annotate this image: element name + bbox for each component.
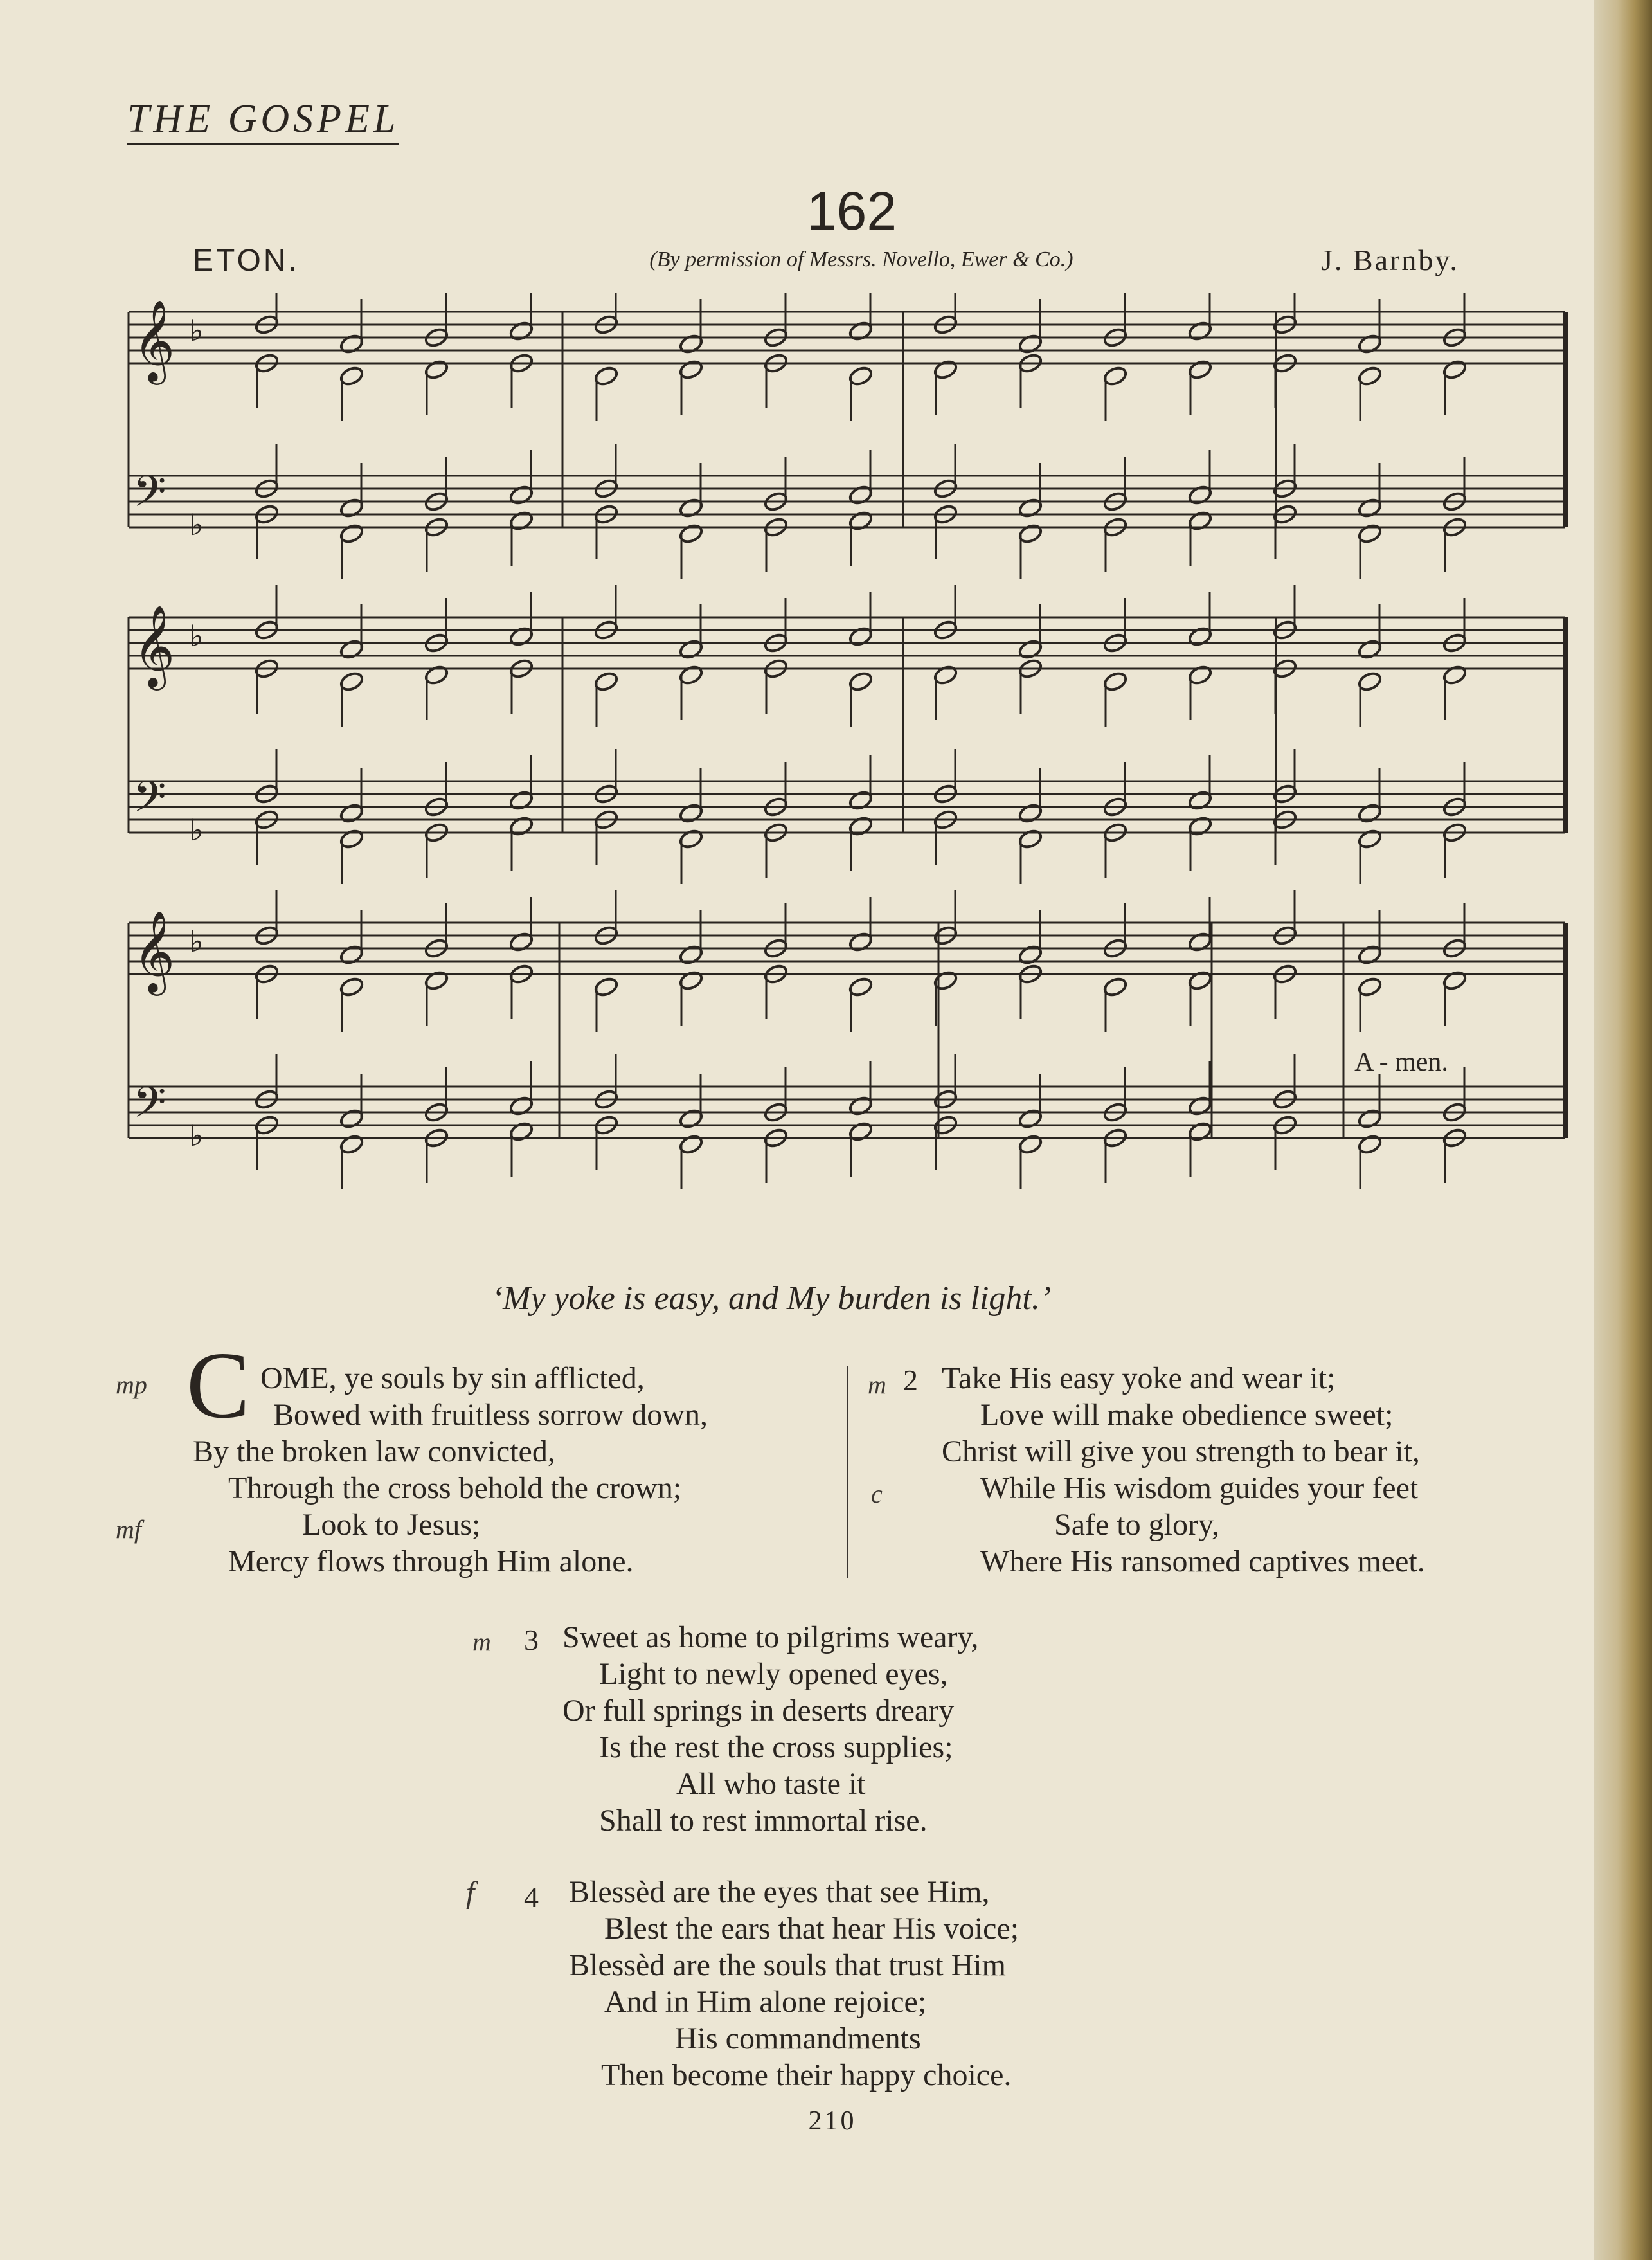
column-divider — [847, 1366, 848, 1578]
verse-number: 2 — [903, 1364, 918, 1397]
drop-cap: C — [186, 1333, 250, 1438]
verse-line: Through the cross behold the crown; — [228, 1471, 682, 1505]
treble-clef-icon: 𝄞 — [133, 299, 175, 381]
verse-line: Is the rest the cross supplies; — [599, 1730, 953, 1764]
dynamic-mark: mf — [116, 1515, 141, 1544]
verse-line: Safe to glory, — [1054, 1508, 1219, 1542]
verse-line: OME, ye souls by sin afflicted, — [260, 1361, 645, 1395]
verse-line: Blessèd are the eyes that see Him, — [569, 1875, 990, 1909]
flat-icon: ♭ — [190, 619, 204, 653]
permission-note: (By permission of Messrs. Novello, Ewer & Co.) — [649, 248, 1073, 271]
hymn-number: 162 — [806, 181, 897, 241]
flat-icon: ♭ — [190, 924, 204, 959]
page-number: 210 — [808, 2106, 857, 2136]
verse-line: Then become their happy choice. — [601, 2058, 1012, 2092]
dynamic-mark: c — [871, 1479, 883, 1508]
verse-line: Christ will give you strength to bear it, — [942, 1434, 1420, 1469]
verse-line: Mercy flows through Him alone. — [228, 1544, 634, 1578]
verse-number: 3 — [524, 1623, 539, 1656]
verse-number: 4 — [524, 1881, 539, 1913]
tune-name: ETON. — [193, 244, 300, 278]
music-score — [125, 293, 1578, 1218]
verse-line: Look to Jesus; — [302, 1508, 481, 1542]
page-edge — [1594, 0, 1652, 2260]
verse-line: All who taste it — [676, 1767, 866, 1801]
dynamic-mark: mp — [116, 1370, 147, 1399]
verse-line: And in Him alone rejoice; — [604, 1985, 927, 2019]
flat-icon: ♭ — [190, 507, 204, 542]
amen-lyric: A - men. — [1354, 1047, 1448, 1077]
bass-clef-icon: 𝄢 — [133, 772, 166, 832]
verse-line: Take His easy yoke and wear it; — [942, 1361, 1336, 1395]
verse-line: By the broken law convicted, — [193, 1434, 555, 1469]
treble-clef-icon: 𝄞 — [133, 604, 175, 687]
verse-line: Where His ransomed captives meet. — [980, 1544, 1425, 1578]
flat-icon: ♭ — [190, 813, 204, 847]
verse-line: Love will make obedience sweet; — [980, 1398, 1394, 1432]
verse-line: Or full springs in deserts dreary — [562, 1694, 955, 1728]
running-head: THE GOSPEL — [127, 96, 399, 145]
flat-icon: ♭ — [190, 313, 204, 348]
verse-line: His commandments — [675, 2021, 921, 2056]
verse-line: Bowed with fruitless sorrow down, — [273, 1398, 708, 1432]
bass-clef-icon: 𝄢 — [133, 1078, 166, 1137]
verse-line: Shall to rest immortal rise. — [599, 1803, 928, 1838]
dynamic-mark: m — [868, 1370, 886, 1399]
verse-line: While His wisdom guides your feet — [980, 1471, 1419, 1505]
dynamic-mark: f — [466, 1876, 475, 1910]
bass-clef-icon: 𝄢 — [133, 467, 166, 527]
verse-line: Sweet as home to pilgrims weary, — [562, 1620, 979, 1654]
verse-line: Blest the ears that hear His voice; — [604, 1912, 1019, 1946]
epigraph: ‘My yoke is easy, and My burden is light.’ — [491, 1280, 1052, 1317]
dynamic-mark: m — [472, 1627, 491, 1656]
verse-line: Blessèd are the souls that trust Him — [569, 1948, 1006, 1982]
composer: J. Barnby. — [1321, 244, 1459, 276]
treble-clef-icon: 𝄞 — [133, 910, 175, 992]
verse-line: Light to newly opened eyes, — [599, 1657, 948, 1691]
flat-icon: ♭ — [190, 1118, 204, 1153]
